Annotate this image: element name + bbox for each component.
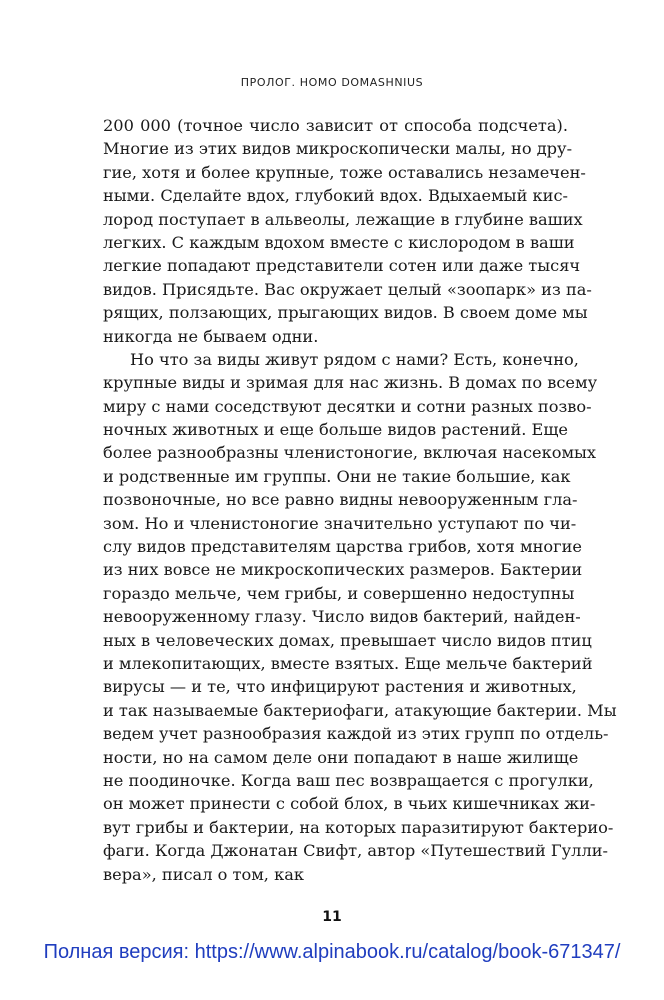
text-line: зом. Но и членистоногие значительно уступают по чи- — [103, 513, 577, 533]
page-number: 11 — [322, 909, 342, 925]
text-line: видов. Присядьте. Вас окружает целый «зоопарк» из па- — [103, 279, 592, 299]
text-line: ных в человеческих домах, превышает число видов птиц — [103, 630, 592, 650]
text-line: вирусы — и те, что инфицируют растения и животных, — [103, 677, 577, 697]
text-line: и так называемые бактериофаги, атакующие бактерии. Мы — [103, 700, 617, 720]
text-line: гие, хотя и более крупные, тоже оставались незамечен- — [103, 162, 586, 182]
text-line: более разнообразны членистоногие, включая насекомых — [103, 443, 597, 463]
text-line: не поодиночке. Когда ваш пес возвращается с прогулки, — [103, 770, 594, 790]
text-line: гораздо мельче, чем грибы, и совершенно недоступны — [103, 583, 575, 603]
text-line: лород поступает в альвеолы, лежащие в глубине ваших — [103, 209, 583, 229]
running-head: ПРОЛОГ. HOMO DOMASHNIUS — [240, 76, 424, 89]
text-line: 200 000 (точное число зависит от способа подсчета). — [103, 116, 568, 135]
text-line: и млекопитающих, вместе взятых. Еще мельче бактерий — [103, 653, 593, 673]
text-line: легких. С каждым вдохом вместе с кислородом в ваши — [103, 232, 575, 252]
paragraph-end-line: никогда не бываем одни. — [103, 326, 319, 346]
text-line: рящих, ползающих, прыгающих видов. В своем доме мы — [103, 303, 588, 323]
text-line: позвоночные, но все равно видны невооруженным гла- — [103, 490, 578, 510]
text-line: ночных животных и еще больше видов растений. Еще — [103, 420, 568, 440]
text-line: из них вовсе не микроскопических размеров. Бактерии — [103, 560, 583, 580]
text-line: вут грибы и бактерии, на которых паразитируют бактерио- — [103, 817, 614, 837]
text-line: ными. Сделайте вдох, глубокий вдох. Вдыхаемый кис- — [103, 186, 568, 206]
text-line: ности, но на самом деле они попадают в наше жилище — [103, 747, 579, 767]
text-line: слу видов представителям царства грибов, хотя многие — [103, 537, 582, 557]
text-line: невооруженному глазу. Число видов бактерий, найден- — [103, 607, 581, 627]
paragraph-first-line: Но что за виды живут рядом с нами? Есть, конечно, — [130, 349, 579, 369]
text-line: миру с нами соседствуют десятки и сотни разных позво- — [103, 396, 592, 416]
text-line: он может принести с собой блох, в чьих кишечниках жи- — [103, 794, 596, 814]
paragraph-end-line: вера», писал о том, как — [103, 864, 304, 884]
text-line: легкие попадают представители сотен или даже тысяч — [103, 256, 581, 276]
text-line: и родственные им группы. Они не такие большие, как — [103, 466, 571, 486]
body-text — [103, 114, 617, 886]
text-line: Многие из этих видов микроскопически малы, но дру- — [103, 139, 573, 159]
text-line: крупные виды и зримая для нас жизнь. В домах по всему — [103, 373, 598, 393]
full-version-link[interactable]: Полная версия: https://www.alpinabook.ru/catalog/book-671347/ — [43, 941, 621, 963]
text-line: ведем учет разнообразия каждой из этих групп по отдель- — [103, 724, 609, 744]
text-line: фаги. Когда Джонатан Свифт, автор «Путешествий Гулли- — [103, 841, 608, 861]
